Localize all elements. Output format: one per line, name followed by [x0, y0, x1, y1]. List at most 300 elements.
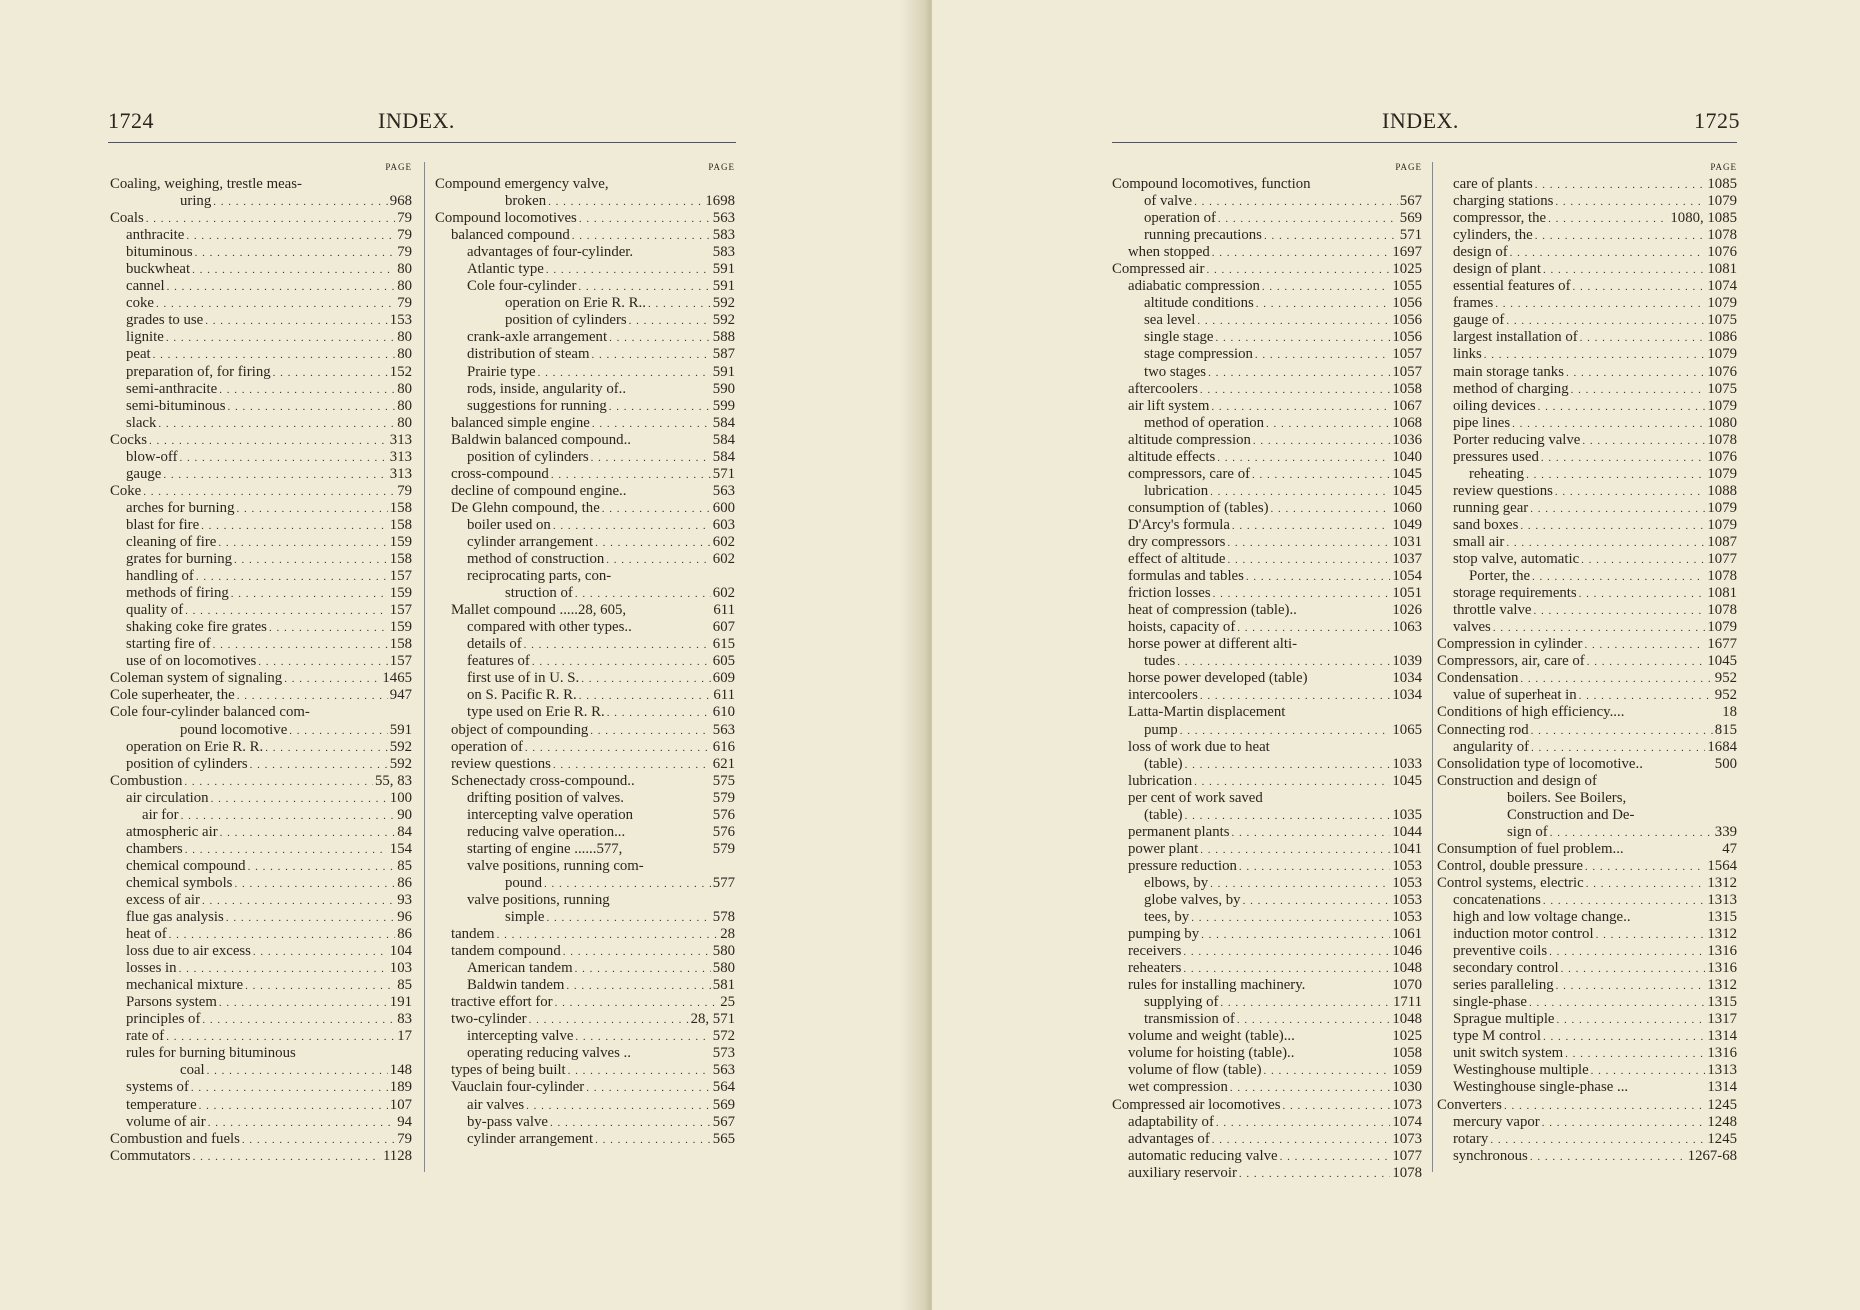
index-entry-leader	[1230, 1080, 1391, 1097]
index-entry	[435, 551, 735, 568]
index-entry	[1112, 551, 1422, 568]
index-entry	[1112, 653, 1422, 670]
index-entry	[435, 756, 735, 773]
index-entry	[435, 858, 735, 875]
index-entry	[1112, 670, 1422, 687]
index-entry-leader	[1271, 501, 1391, 518]
index-entry-term: position of cylinders	[126, 755, 248, 772]
index-entry-term: use of on locomotives	[126, 653, 257, 670]
index-entry-term: (table)	[1144, 755, 1183, 772]
index-entry-page: 578	[712, 909, 735, 926]
index-entry-leader	[1495, 296, 1705, 313]
index-entry	[1112, 977, 1422, 994]
index-entry	[1112, 364, 1422, 381]
index-entry-leader	[1206, 262, 1390, 279]
index-entry-page: 815	[1714, 721, 1737, 738]
index-entry-term: cylinder arrangement	[467, 533, 594, 550]
index-entry-term: cannel	[126, 278, 165, 295]
index-entry-page: 605	[712, 653, 735, 670]
index-entry-term: drifting position of valves.	[467, 789, 624, 806]
index-entry-page: 602	[712, 533, 735, 550]
index-entry-leader	[1232, 825, 1391, 842]
index-entry-term: mercury vapor	[1453, 1113, 1540, 1130]
index-entry-term: Mallet compound .....28, 605,	[451, 602, 627, 619]
index-entry-term: preventive coils	[1453, 943, 1548, 960]
index-entry	[110, 227, 412, 244]
index-entry-page: 1245	[1707, 1096, 1737, 1113]
index-entry-page: 1045	[1392, 772, 1422, 789]
index-entry-term: atmospheric air	[126, 823, 218, 840]
index-entry-leader	[146, 211, 395, 228]
index-entry-term: flue gas analysis	[126, 909, 224, 926]
index-entry-page: 567	[1399, 193, 1422, 210]
index-entry-page: 80	[397, 397, 412, 414]
index-entry	[1437, 1028, 1737, 1045]
index-entry-leader	[196, 569, 388, 586]
index-entry-term: cleaning of fire	[126, 533, 217, 550]
index-entry-page: 1057	[1392, 363, 1422, 380]
index-entry-term: tandem	[451, 926, 495, 943]
index-entry	[1437, 943, 1737, 960]
index-entry-term: formulas and tables	[1128, 568, 1244, 585]
index-entry-term: chemical symbols	[126, 874, 233, 891]
index-entry	[1112, 312, 1422, 329]
index-entry	[1112, 227, 1422, 244]
index-entry-page: 17	[397, 1028, 412, 1045]
index-entry-term: concatenations	[1453, 891, 1541, 908]
index-entry	[1437, 210, 1737, 227]
index-entry-leader	[1565, 1046, 1705, 1063]
index-entry-term: Condensation	[1437, 670, 1519, 687]
left-index-column-2	[435, 158, 735, 1148]
index-entry-term: (table)	[1144, 806, 1183, 823]
index-entry-term: essential features of	[1453, 278, 1571, 295]
index-entry-term: Cole four-cylinder balanced com-	[110, 704, 310, 721]
index-entry-page: 157	[389, 602, 412, 619]
index-entry	[110, 398, 412, 415]
index-entry-leader	[1283, 1098, 1391, 1115]
index-entry-leader	[1587, 654, 1706, 671]
index-entry	[435, 278, 735, 295]
index-entry-leader	[1216, 1115, 1391, 1132]
index-entry-page: 157	[389, 568, 412, 585]
index-entry	[110, 1028, 412, 1045]
index-entry-page: 79	[397, 210, 412, 227]
index-entry-term: horse power developed (table)	[1128, 670, 1308, 687]
index-entry-term: Porter reducing valve	[1453, 431, 1581, 448]
index-entry-leader	[1237, 620, 1390, 637]
index-entry	[110, 619, 412, 636]
index-entry-leader	[185, 603, 388, 620]
index-entry-page: 563	[712, 721, 735, 738]
index-entry	[110, 602, 412, 619]
index-entry	[1112, 346, 1422, 363]
index-entry-term: Compressed air	[1112, 261, 1205, 278]
index-entry-leader	[1542, 1115, 1706, 1132]
index-entry-page: 1053	[1392, 891, 1422, 908]
left-page-title: INDEX.	[378, 108, 455, 133]
index-entry	[1437, 722, 1737, 739]
index-entry-page: 1037	[1392, 551, 1422, 568]
index-entry	[435, 602, 735, 619]
index-entry-page: 567	[712, 1113, 735, 1130]
index-entry-term: coal	[180, 1062, 205, 1079]
index-entry-page: 1053	[1392, 857, 1422, 874]
index-entry	[1437, 449, 1737, 466]
index-entry-term: operating reducing valves ..	[467, 1045, 631, 1062]
index-entry-term: Baldwin tandem	[467, 977, 565, 994]
index-entry-leader	[1543, 262, 1705, 279]
index-entry	[435, 568, 735, 585]
index-entry-leader	[1535, 228, 1706, 245]
index-entry	[1437, 636, 1737, 653]
index-entry-leader	[211, 791, 388, 808]
index-entry	[1112, 193, 1422, 210]
page-column-label: PAGE	[1710, 162, 1737, 172]
index-entry-term: Commutators	[110, 1147, 191, 1164]
index-entry	[110, 1131, 412, 1148]
index-entry-page: 313	[389, 431, 412, 448]
index-entry-term: hoists, capacity of	[1128, 619, 1236, 636]
index-entry-leader	[1227, 535, 1390, 552]
index-entry	[435, 312, 735, 329]
index-entry-page: 80	[397, 414, 412, 431]
index-entry-term: compressors, care of	[1128, 465, 1251, 482]
index-entry-term: cylinder arrangement	[467, 1130, 594, 1147]
index-entry-page: 158	[389, 636, 412, 653]
index-entry-page: 609	[712, 670, 735, 687]
index-entry-leader	[568, 1063, 711, 1080]
index-entry-page: 602	[712, 585, 735, 602]
index-entry-page: 1044	[1392, 823, 1422, 840]
index-entry	[110, 909, 412, 926]
index-entry-term: on S. Pacific R. R.	[467, 687, 577, 704]
index-entry	[1112, 773, 1422, 790]
index-entry-leader	[242, 1132, 395, 1149]
index-entry-term: types of being built	[451, 1062, 566, 1079]
index-entry-leader	[250, 757, 388, 774]
index-entry-leader	[273, 365, 388, 382]
index-entry	[1112, 1114, 1422, 1131]
index-entry-page: 599	[712, 397, 735, 414]
index-entry-page: 1086	[1707, 329, 1737, 346]
index-entry-term: Coke	[110, 482, 142, 499]
index-entry-page: 607	[712, 619, 735, 636]
index-entry-page: 18	[1722, 704, 1737, 721]
index-entry-page: 602	[712, 551, 735, 568]
index-entry-page: 158	[389, 516, 412, 533]
index-entry	[1112, 398, 1422, 415]
index-entry-term: consumption of (tables)	[1128, 499, 1269, 516]
index-entry-leader	[219, 382, 395, 399]
index-entry-leader	[220, 825, 396, 842]
index-entry-leader	[1200, 688, 1391, 705]
index-entry-page: 592	[389, 755, 412, 772]
index-entry-leader	[609, 330, 711, 347]
index-entry-leader	[1504, 1098, 1705, 1115]
index-entry-leader	[546, 910, 710, 927]
index-entry-term: struction of	[505, 585, 573, 602]
index-entry-term: tees, by	[1144, 909, 1190, 926]
index-entry	[1437, 551, 1737, 568]
index-entry	[1437, 585, 1737, 602]
index-entry	[435, 739, 735, 756]
index-entry-term: automatic reducing valve	[1128, 1147, 1278, 1164]
index-entry-leader	[163, 467, 387, 484]
index-entry-leader	[166, 1029, 395, 1046]
index-entry	[435, 449, 735, 466]
index-entry-term: reciprocating parts, con-	[467, 568, 612, 585]
index-entry-page: 1315	[1707, 994, 1737, 1011]
index-entry	[1437, 670, 1737, 687]
index-entry-page: 1026	[1392, 602, 1422, 619]
index-entry-term: blast for fire	[126, 516, 200, 533]
index-entry-page: 96	[397, 909, 412, 926]
index-entry-page: 576	[712, 806, 735, 823]
index-entry-leader	[1252, 467, 1390, 484]
index-entry-leader	[149, 433, 388, 450]
index-entry	[1437, 176, 1737, 193]
index-entry-term: valves	[1453, 619, 1491, 636]
index-entry-leader	[1177, 654, 1390, 671]
index-entry	[435, 960, 735, 977]
index-entry-term: Prairie type	[467, 363, 536, 380]
index-entry-term: when stopped	[1128, 244, 1210, 261]
index-entry	[1437, 415, 1737, 432]
index-entry-page: 583	[712, 244, 735, 261]
index-entry-term: mechanical mixture	[126, 977, 244, 994]
index-entry-page: 1048	[1392, 960, 1422, 977]
index-entry-leader	[1596, 927, 1706, 944]
index-entry-page: 1078	[1392, 1164, 1422, 1181]
index-entry-page: 1034	[1392, 687, 1422, 704]
index-entry-term: Connecting rod	[1437, 721, 1529, 738]
index-entry-page: 1075	[1707, 380, 1737, 397]
index-entry	[1437, 1097, 1737, 1114]
index-entry-term: pumping by	[1128, 926, 1200, 943]
index-entry	[1112, 466, 1422, 483]
index-entry-term: sand boxes	[1453, 516, 1519, 533]
index-entry-page: 968	[389, 193, 412, 210]
index-entry	[110, 892, 412, 909]
index-entry-term: Cole four-cylinder	[467, 278, 577, 295]
index-entry	[1437, 892, 1737, 909]
index-entry-term: decline of compound engine..	[451, 482, 627, 499]
right-page	[932, 0, 1860, 1310]
index-entry-page: 80	[397, 329, 412, 346]
index-entry-leader	[1530, 1149, 1686, 1166]
index-entry-term: chambers	[126, 840, 183, 857]
index-entry-leader	[1550, 825, 1713, 842]
index-entry	[1112, 1011, 1422, 1028]
index-entry	[110, 381, 412, 398]
index-entry	[1112, 704, 1422, 721]
index-entry-term: temperature	[126, 1096, 197, 1113]
index-entry-term: altitude compression	[1128, 431, 1251, 448]
index-entry-page: 1128	[382, 1147, 412, 1164]
index-entry-page: 592	[389, 738, 412, 755]
index-entry-leader	[1532, 569, 1705, 586]
index-entry-page: 25	[720, 994, 735, 1011]
index-entry-page: 587	[712, 346, 735, 363]
index-entry-leader	[1510, 245, 1706, 262]
index-entry	[1437, 602, 1737, 619]
index-entry-term: care of plants	[1453, 176, 1533, 192]
index-entry-leader	[1194, 774, 1390, 791]
index-entry-page: 592	[712, 312, 735, 329]
index-entry-page: 1054	[1392, 568, 1422, 585]
index-entry-page: 80	[397, 278, 412, 295]
index-entry-term: rules for installing machinery.	[1128, 977, 1306, 994]
index-entry-page: 1074	[1707, 278, 1737, 295]
index-entry	[1437, 466, 1737, 483]
index-entry	[435, 841, 735, 858]
index-entry-leader	[581, 671, 711, 688]
index-entry-page: 580	[712, 960, 735, 977]
index-entry	[1437, 534, 1737, 551]
index-entry-page: 1080, 1085	[1670, 210, 1737, 227]
index-entry	[1437, 568, 1737, 585]
index-entry-page: 1080	[1707, 414, 1737, 431]
index-entry-term: rules for burning bituminous	[126, 1045, 296, 1062]
left-header-rule	[108, 142, 736, 143]
index-entry-page: 611	[713, 687, 735, 704]
index-entry	[435, 329, 735, 346]
index-entry-leader	[1180, 723, 1391, 740]
index-entry-term: Coleman system of signaling	[110, 670, 283, 687]
index-entry	[110, 790, 412, 807]
index-entry-term: advantages of	[1128, 1130, 1210, 1147]
index-entry-term: Construction and De-	[1507, 806, 1635, 823]
index-entry-page: 1068	[1392, 414, 1422, 431]
index-entry-page: 571	[1399, 227, 1422, 244]
index-entry	[1112, 517, 1422, 534]
index-entry	[110, 994, 412, 1011]
index-entry	[1437, 227, 1737, 244]
index-entry	[110, 722, 412, 739]
index-entry	[435, 875, 735, 892]
index-entry	[1112, 841, 1422, 858]
index-entry-leader	[1200, 382, 1391, 399]
index-entry-term: heat of compression (table)..	[1128, 602, 1297, 619]
index-entry-term: crank-axle arrangement	[467, 329, 608, 346]
index-entry-page: 313	[389, 465, 412, 482]
index-entry-term: storage requirements	[1453, 585, 1577, 602]
index-entry-term: friction losses	[1128, 585, 1211, 602]
index-entry	[110, 329, 412, 346]
index-entry	[110, 636, 412, 653]
index-entry-term: pound locomotive	[180, 721, 288, 738]
index-entry-term: valve positions, running	[467, 891, 610, 908]
index-entry	[110, 517, 412, 534]
index-entry-page: 1079	[1707, 193, 1737, 210]
index-entry	[1112, 483, 1422, 500]
index-entry	[1437, 381, 1737, 398]
index-entry-term: reheaters	[1128, 960, 1182, 977]
page-column-label: PAGE	[385, 162, 412, 172]
index-entry	[435, 1114, 735, 1131]
index-entry-leader	[219, 995, 388, 1012]
index-entry-leader	[195, 245, 396, 262]
index-entry-leader	[572, 228, 711, 245]
index-entry-leader	[548, 194, 703, 211]
index-entry-leader	[1543, 893, 1705, 910]
index-entry-page: 107	[389, 1096, 412, 1113]
index-entry-page: 1087	[1707, 533, 1737, 550]
index-entry-term: Cole superheater, the	[110, 687, 235, 704]
index-entry-leader	[208, 1115, 395, 1132]
index-entry-page: 1079	[1707, 397, 1737, 414]
index-entry	[110, 295, 412, 312]
index-entry-page: 158	[389, 551, 412, 568]
index-entry-page: 94	[397, 1113, 412, 1130]
index-entry	[110, 193, 412, 210]
index-entry-page: 85	[397, 857, 412, 874]
index-entry-leader	[578, 279, 710, 296]
index-entry-term: reducing valve operation...	[467, 823, 626, 840]
index-entry	[435, 227, 735, 244]
index-entry	[1112, 636, 1422, 653]
index-entry-page: 565	[712, 1130, 735, 1147]
index-entry	[110, 312, 412, 329]
index-entry-term: volume of flow (table)	[1128, 1062, 1262, 1079]
index-entry-page: 616	[712, 738, 735, 755]
index-entry	[110, 653, 412, 670]
index-entry-term: pound	[505, 874, 542, 891]
index-entry-term: Westinghouse multiple	[1453, 1062, 1589, 1079]
index-entry-page: 80	[397, 261, 412, 278]
index-entry-page: 1076	[1707, 448, 1737, 465]
index-entry-term: air lift system	[1128, 397, 1210, 414]
index-entry-term: dry compressors	[1128, 533, 1226, 550]
index-entry-leader	[1493, 620, 1706, 637]
index-entry-term: Converters	[1437, 1096, 1502, 1113]
index-entry-page: 1248	[1707, 1113, 1737, 1130]
index-entry-term: volume and weight (table)...	[1128, 1028, 1295, 1045]
index-entry-leader	[1228, 552, 1391, 569]
index-entry-leader	[1237, 1012, 1391, 1029]
index-entry-page: 1045	[1392, 465, 1422, 482]
index-entry-leader	[226, 910, 395, 927]
index-entry-page: 580	[712, 943, 735, 960]
index-entry	[110, 1114, 412, 1131]
index-entry-term: altitude conditions	[1144, 295, 1254, 312]
index-entry	[435, 670, 735, 687]
index-entry	[1112, 278, 1422, 295]
index-entry-term: Combustion	[110, 772, 183, 789]
index-entry	[435, 636, 735, 653]
index-entry-page: 1465	[382, 670, 412, 687]
index-entry-leader	[555, 995, 719, 1012]
index-entry-page: 1079	[1707, 499, 1737, 516]
index-entry-term: volume for hoisting (table)..	[1128, 1045, 1295, 1062]
index-entry-page: 1677	[1707, 636, 1737, 653]
index-entry-page: 564	[712, 1079, 735, 1096]
index-entry-leader	[1543, 1029, 1705, 1046]
index-entry-page: 591	[712, 278, 735, 295]
index-entry-term: American tandem	[467, 960, 573, 977]
index-entry-page: 1056	[1392, 329, 1422, 346]
index-entry-term: high and low voltage change..	[1453, 909, 1631, 926]
index-entry-term: value of superheat in	[1453, 687, 1577, 704]
index-entry-term: adaptability of	[1128, 1113, 1214, 1130]
index-entry-leader	[529, 1012, 689, 1029]
index-entry-page: 1053	[1392, 874, 1422, 891]
index-entry-leader	[1220, 995, 1391, 1012]
index-entry-leader	[218, 535, 387, 552]
index-entry-page: 573	[712, 1045, 735, 1062]
index-entry-page: 1040	[1392, 448, 1422, 465]
